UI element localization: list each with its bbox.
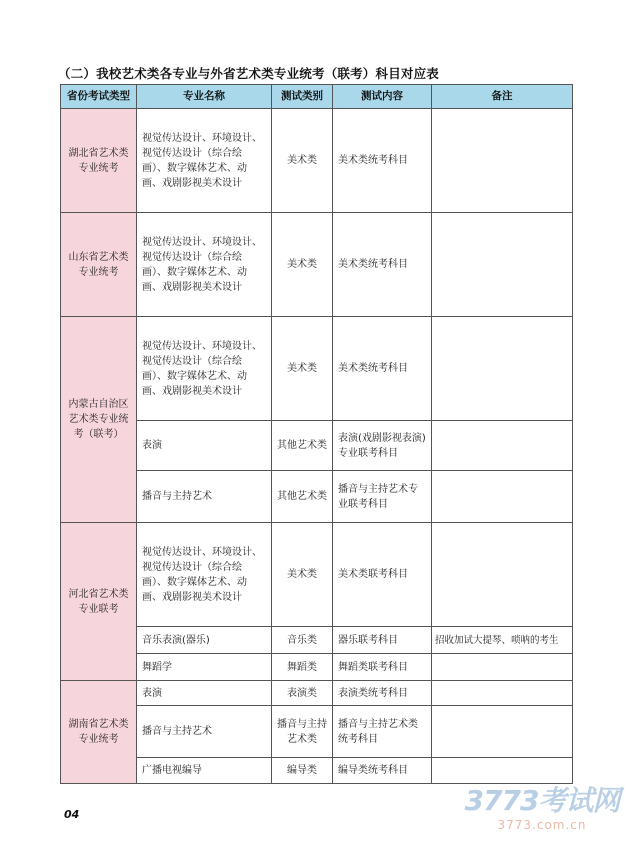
- category-cell: 美术类: [272, 109, 333, 213]
- major-cell: 广播电视编导: [137, 758, 272, 784]
- major-cell: 视觉传达设计、环境设计、视觉传达设计（综合绘画）、数字媒体艺术、动画、戏剧影视美术设计: [137, 523, 272, 627]
- content-cell: 表演类统考科目: [333, 681, 432, 706]
- table-row: [61, 523, 573, 627]
- major-cell: 播音与主持艺术: [137, 706, 272, 758]
- category-cell: 美术类: [272, 213, 333, 317]
- major-cell: 播音与主持艺术: [137, 471, 272, 523]
- note-cell: [432, 523, 573, 627]
- watermark-url: 3773.com.cn: [497, 818, 587, 832]
- table-row: [61, 627, 573, 654]
- header-province: 省份考试类型: [61, 85, 137, 109]
- note-cell: [432, 758, 573, 784]
- content-cell: 播音与主持艺术专业联考科目: [333, 471, 432, 523]
- category-cell: 其他艺术类: [272, 471, 333, 523]
- note-cell: [432, 421, 573, 471]
- category-cell: 表演类: [272, 681, 333, 706]
- note-cell: [432, 706, 573, 758]
- major-cell: 舞蹈学: [137, 654, 272, 681]
- table-row: [61, 421, 573, 471]
- correspondence-table: [60, 84, 573, 784]
- major-cell: 视觉传达设计、环境设计、视觉传达设计（综合绘画）、数字媒体艺术、动画、戏剧影视美术设计: [137, 109, 272, 213]
- category-cell: 其他艺术类: [272, 421, 333, 471]
- content-cell: 美术类统考科目: [333, 213, 432, 317]
- note-cell: 招收加试大提琴、唢呐的考生: [432, 627, 573, 654]
- content-cell: 器乐联考科目: [333, 627, 432, 654]
- note-cell: [432, 654, 573, 681]
- category-cell: 美术类: [272, 317, 333, 421]
- page-title: （二）我校艺术类各专业与外省艺术类专业统考（联考）科目对应表: [58, 66, 440, 81]
- note-cell: [432, 681, 573, 706]
- table-row: [61, 317, 573, 421]
- category-cell: 编导类: [272, 758, 333, 784]
- table-row: [61, 109, 573, 213]
- table-row: [61, 654, 573, 681]
- major-cell: 视觉传达设计、环境设计、视觉传达设计（综合绘画）、数字媒体艺术、动画、戏剧影视美术设计: [137, 317, 272, 421]
- page-number: 04: [64, 808, 80, 821]
- major-cell: 视觉传达设计、环境设计、视觉传达设计（综合绘画）、数字媒体艺术、动画、戏剧影视美术设计: [137, 213, 272, 317]
- major-cell: 表演: [137, 681, 272, 706]
- note-cell: [432, 109, 573, 213]
- header-content: 测试内容: [333, 85, 432, 109]
- content-cell: 舞蹈类联考科目: [333, 654, 432, 681]
- note-cell: [432, 471, 573, 523]
- province-cell: 湖北省艺术类专业统考: [61, 109, 137, 213]
- category-cell: 美术类: [272, 523, 333, 627]
- table-row: [61, 758, 573, 784]
- province-cell: 山东省艺术类专业统考: [61, 213, 137, 317]
- note-cell: [432, 317, 573, 421]
- table-row: [61, 471, 573, 523]
- category-cell: 舞蹈类: [272, 654, 333, 681]
- table-row: [61, 681, 573, 706]
- content-cell: 播音与主持艺术类统考科目: [333, 706, 432, 758]
- table-row: [61, 706, 573, 758]
- note-cell: [432, 213, 573, 317]
- header-note: 备注: [432, 85, 573, 109]
- province-cell: 内蒙古自治区艺术类专业统考（联考）: [61, 317, 137, 523]
- table-header-row: [61, 85, 573, 109]
- watermark: [462, 784, 622, 832]
- major-cell: 表演: [137, 421, 272, 471]
- province-cell: 湖南省艺术类专业统考: [61, 681, 137, 784]
- category-cell: 播音与主持艺术类: [272, 706, 333, 758]
- content-cell: 美术类统考科目: [333, 317, 432, 421]
- category-cell: 音乐类: [272, 627, 333, 654]
- province-cell: 河北省艺术类专业联考: [61, 523, 137, 681]
- major-cell: 音乐表演(器乐): [137, 627, 272, 654]
- content-cell: 表演(戏剧影视表演)专业联考科目: [333, 421, 432, 471]
- content-cell: 美术类联考科目: [333, 523, 432, 627]
- header-category: 测试类别: [272, 85, 333, 109]
- watermark-logo: 3773考试网: [464, 784, 620, 817]
- content-cell: 编导类统考科目: [333, 758, 432, 784]
- content-cell: 美术类统考科目: [333, 109, 432, 213]
- table-row: [61, 213, 573, 317]
- header-major: 专业名称: [137, 85, 272, 109]
